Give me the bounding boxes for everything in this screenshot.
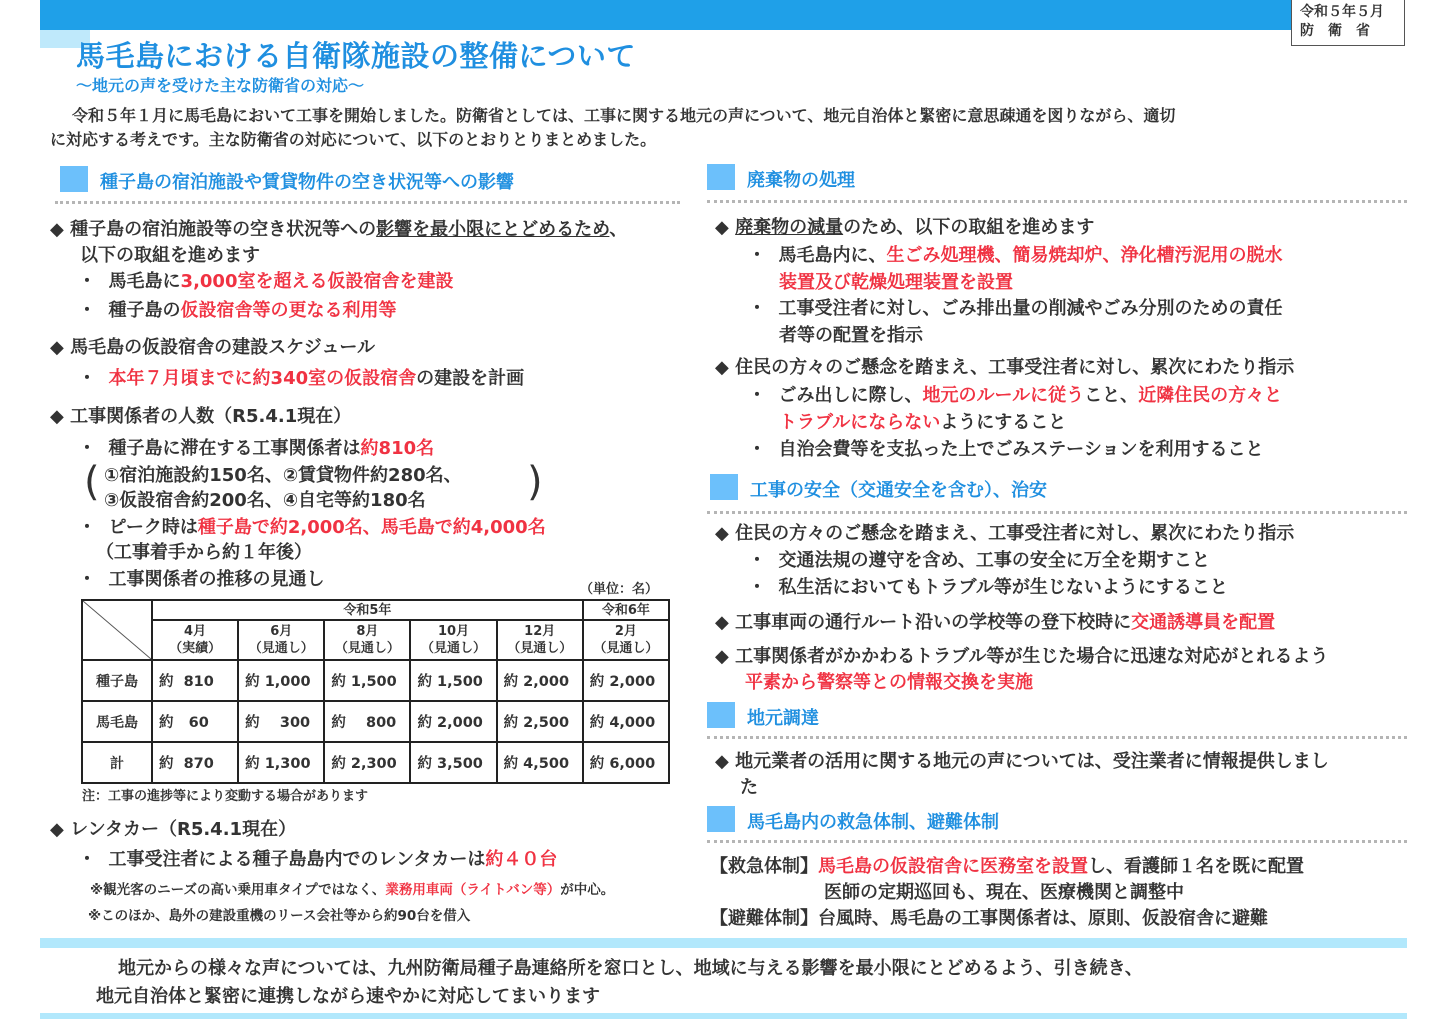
item-rental-cars: ◆ レンタカー（R5.4.1現在） [50,819,297,840]
diamond-icon: ◆ [715,646,729,667]
subitem-traffic-laws: ・ 交通法規の遵守を含め、工事の安全に万全を期すこと [748,550,1210,571]
evacuation-system: 【避難体制】台風時、馬毛島の工事関係者は、原則、仮設宿舎に避難 [710,908,1268,929]
year-header-r5: 令和5年 [152,600,583,620]
section-square-icon [707,164,735,190]
bullet-icon: ・ [748,439,766,460]
emergency-system-cont: 医師の定期巡回も、現在、医療機関と調整中 [824,882,1184,903]
issue-date: 令和５年５月 [1300,4,1384,20]
emergency-system: 【救急体制】馬毛島の仮設宿舎に医務室を設置し、看護師１名を既に配置 [710,856,1304,877]
table-row: 馬毛島 約 60 約 300 約 800 約 2,000 約 2,500 約 4,000 [82,701,669,742]
footer-bar-top [40,938,1407,948]
diamond-icon: ◆ [715,751,729,772]
diamond-icon: ◆ [50,337,64,358]
waste-equipment-cont: 装置及び乾燥処理装置を設置 [779,272,1013,293]
item-traffic-guides: ◆ 工事車両の通行ルート沿いの学校等の登下校時に交通誘導員を配置 [715,612,1276,633]
section-square-icon [707,702,735,728]
table-row: 種子島 約 810 約 1,000 約 1,500 約 1,500 約 2,000 約 2,000 [82,660,669,701]
bullet-icon: ・ [748,577,766,598]
issuer-name: 防衛省 [1300,23,1384,39]
breakdown-line1: ①宿泊施設約150名、②賃貸物件約280名、 [104,465,462,486]
diamond-icon: ◆ [50,219,64,240]
breakdown-line2: ③仮設宿舎約200名、④自宅等約180名 [104,490,426,511]
item-worker-count: ◆ 工事関係者の人数（R5.4.1現在） [50,406,352,427]
date-issuer-box [1291,0,1405,46]
item-safety-instructions: ◆ 住民の方々のご懸念を踏まえ、工事受注者に対し、累次にわたり指示 [715,523,1295,544]
bullet-icon: ・ [78,300,96,321]
rental-note-1: ※観光客のニーズの高い乗用車タイプではなく、業務用車両（ライトバン等）が中心。 [90,882,615,898]
month-header: 8月 （見通し） [324,620,410,660]
item-minimize-impact: ◆ 種子島の宿泊施設等の空き状況等への影響を最小限にとどめるため、 [50,219,628,240]
subitem-forecast: ・ 工事関係者の推移の見通し [78,569,325,590]
footer-message: 地元からの様々な声については、九州防衛局種子島連絡所を窓口とし、地域に与える影響を最小限にとどめるよう、引き続き、 地元自治体と緊密に連携しながら速やかに対応してまいります [96,958,1143,1007]
month-header: 12月 （見通し） [497,620,583,660]
year-header-r6: 令和6年 [583,600,669,620]
diamond-icon: ◆ [50,819,64,840]
bullet-icon: ・ [78,368,96,389]
garbage-rules-cont: トラブルにならないようにすること [779,412,1067,433]
rental-note-2: ※このほか、島外の建設重機のリース会社等から約90台を借入 [88,908,471,924]
month-header: 2月 （見通し） [583,620,669,660]
page-subtitle: ～地元の声を受けた主な防衛省の対応～ [76,76,365,95]
subitem-peak: ・ ピーク時は種子島で約2,000名、馬毛島で約4,000名 [78,517,546,538]
subitem-waste-manager: ・ 工事受注者に対し、ごみ排出量の削減やごみ分別のための責任 [748,298,1283,319]
section-square-icon [707,806,735,832]
diamond-icon: ◆ [715,612,729,633]
section-square-icon [60,166,88,192]
footer-bar-bottom [40,1013,1407,1019]
police-coordination-cont: 平素から警察等との情報交換を実施 [745,672,1033,693]
local-businesses-cont: た [740,777,758,798]
bullet-icon: ・ [748,245,766,266]
intro-paragraph: 令和５年１月に馬毛島において工事を開始しました。防衛省としては、工事に関する地元の声について、地元自治体と緊密に意思疎通を図りながら、適切 に対応する考えです。主な防衛省の対応について、以下のとおりとりまとめました。 [50,106,1176,149]
divider [707,736,1407,739]
item-local-businesses: ◆ 地元業者の活用に関する地元の声については、受注業者に情報提供しまし [715,751,1329,772]
diamond-icon: ◆ [715,357,729,378]
divider [707,200,1407,203]
bullet-icon: ・ [78,849,96,870]
worker-forecast-table [81,599,670,784]
subitem-build-housing: ・ 馬毛島に3,000室を超える仮設宿舎を建設 [78,271,454,292]
subitem-garbage-station: ・ 自治会費等を支払った上でごみステーションを利用すること [748,439,1264,460]
bullet-icon: ・ [78,438,96,459]
peak-timing: （工事着手から約１年後） [96,542,312,563]
month-header: 10月 （見通し） [410,620,496,660]
item-waste-reduction: ◆ 廃棄物の減量のため、以下の取組を進めます [715,217,1095,238]
divider [707,840,1407,843]
bracket-left: ( [84,459,100,505]
table-row: 計 約 870 約 1,300 約 2,300 約 3,500 約 4,500 約 6,000 [82,742,669,783]
bullet-icon: ・ [78,517,96,538]
item-resident-concerns: ◆ 住民の方々のご懸念を踏まえ、工事受注者に対し、累次にわたり指示 [715,357,1295,378]
waste-manager-cont: 者等の配置を指示 [779,325,923,346]
bullet-icon: ・ [748,298,766,319]
diamond-icon: ◆ [715,523,729,544]
diamond-icon: ◆ [715,217,729,238]
page-title: 馬毛島における自衛隊施設の整備について [76,39,636,73]
top-banner [40,0,1405,30]
divider [707,511,1407,514]
subitem-schedule-plan: ・ 本年７月頃までに約340室の仮設宿舎の建設を計画 [78,368,525,389]
subitem-garbage-rules: ・ ごみ出しに際し、地元のルールに従うこと、近隣住民の方々と [748,385,1283,406]
bullet-icon: ・ [748,385,766,406]
section-square-icon [710,474,738,500]
bullet-icon: ・ [78,271,96,292]
item-text-cont: 以下の取組を進めます [80,245,260,266]
bullet-icon: ・ [78,569,96,590]
subitem-further-use: ・ 種子島の仮設宿舎等の更なる利用等 [78,300,397,321]
bracket-right: ) [527,459,543,505]
item-schedule: ◆ 馬毛島の仮設宿舎の建設スケジュール [50,337,376,358]
month-header: 6月 （見通し） [238,620,324,660]
month-header: 4月 （実績） [152,620,238,660]
divider [55,201,680,204]
table-note: 注：工事の進捗等により変動する場合があります [82,789,369,804]
diamond-icon: ◆ [50,406,64,427]
table-unit: （単位：名） [580,582,659,597]
item-police-coordination: ◆ 工事関係者がかかわるトラブル等が生じた場合に迅速な対応がとれるよう [715,646,1329,667]
subitem-tanegashima-workers: ・ 種子島に滞在する工事関係者は約810名 [78,438,435,459]
subitem-waste-equipment: ・ 馬毛島内に、生ごみ処理機、簡易焼却炉、浄化槽汚泥用の脱水 [748,245,1283,266]
subitem-private-life: ・ 私生活においてもトラブル等が生じないようにすること [748,577,1228,598]
bullet-icon: ・ [748,550,766,571]
subitem-rental-count: ・ 工事受注者による種子島島内でのレンタカーは約４０台 [78,849,558,870]
table-corner [82,600,152,660]
